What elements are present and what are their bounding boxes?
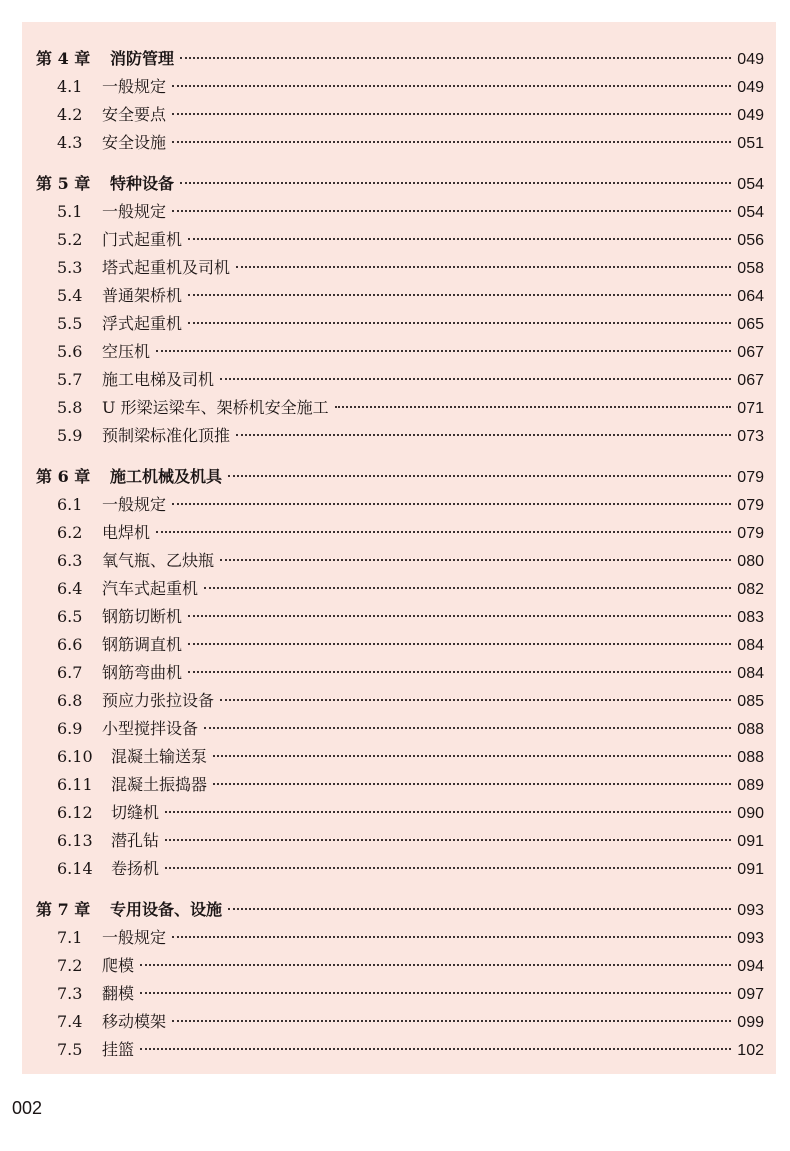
dot-leader	[220, 699, 731, 701]
section-title: 混凝土输送泵	[111, 747, 208, 766]
section-number: 6.8	[57, 691, 83, 710]
page-number: 094	[737, 958, 764, 975]
section-title: 切缝机	[111, 803, 160, 822]
section-number: 6.5	[57, 607, 83, 626]
dot-leader	[188, 322, 731, 324]
toc-entry-6-1[interactable]	[36, 491, 764, 519]
chapter-number: 第 6 章	[36, 467, 91, 486]
section-number: 6.3	[57, 551, 83, 570]
toc-entry-7-5[interactable]	[36, 1036, 764, 1064]
page-number: 049	[737, 107, 764, 124]
toc-entry-7-1[interactable]	[36, 924, 764, 952]
dot-leader	[140, 964, 731, 966]
section-title: 卷扬机	[111, 859, 160, 878]
page-number: 067	[737, 344, 764, 361]
section-number: 6.10	[57, 747, 93, 766]
dot-leader	[172, 141, 731, 143]
section-number: 5.4	[57, 286, 83, 305]
toc-entry-6-3[interactable]	[36, 547, 764, 575]
dot-leader	[188, 238, 731, 240]
page-number: 054	[737, 176, 764, 193]
section-title: 汽车式起重机	[102, 579, 199, 598]
section-number: 7.2	[57, 956, 83, 975]
section-number: 6.14	[57, 859, 93, 878]
chapter-5	[36, 170, 764, 450]
section-number: 6.1	[57, 495, 83, 514]
toc-entry-6-14[interactable]	[36, 855, 764, 883]
toc-entry-6-10[interactable]	[36, 743, 764, 771]
page-number: 049	[737, 79, 764, 96]
section-title: 挂篮	[102, 1040, 135, 1059]
toc-entry-6-8[interactable]	[36, 687, 764, 715]
dot-leader	[204, 587, 731, 589]
section-number: 5.3	[57, 258, 83, 277]
section-number: 6.4	[57, 579, 83, 598]
toc-entry-5-7[interactable]	[36, 366, 764, 394]
page-number: 067	[737, 372, 764, 389]
section-number: 5.5	[57, 314, 83, 333]
page-number: 097	[737, 986, 764, 1003]
toc-entry-7-2[interactable]	[36, 952, 764, 980]
section-number: 4.3	[57, 133, 83, 152]
section-number: 7.1	[57, 928, 83, 947]
section-number: 7.4	[57, 1012, 83, 1031]
dot-leader	[188, 671, 731, 673]
dot-leader	[172, 113, 731, 115]
toc-entry-5-5[interactable]	[36, 310, 764, 338]
toc-entry-chapter-6[interactable]	[36, 463, 764, 491]
page-number: 093	[737, 930, 764, 947]
section-number: 5.2	[57, 230, 83, 249]
toc-entry-4-3[interactable]	[36, 129, 764, 157]
chapter-title: 消防管理	[110, 49, 175, 68]
dot-leader	[140, 992, 731, 994]
toc-entry-6-6[interactable]	[36, 631, 764, 659]
page-number: 089	[737, 777, 764, 794]
dot-leader	[236, 434, 731, 436]
section-number: 7.5	[57, 1040, 83, 1059]
toc-entry-6-7[interactable]	[36, 659, 764, 687]
dot-leader	[172, 503, 731, 505]
dot-leader	[213, 783, 731, 785]
toc-entry-5-2[interactable]	[36, 226, 764, 254]
section-title: 钢筋调直机	[102, 635, 183, 654]
page-number: 083	[737, 609, 764, 626]
toc-entry-5-6[interactable]	[36, 338, 764, 366]
dot-leader	[172, 210, 731, 212]
toc-entry-6-9[interactable]	[36, 715, 764, 743]
dot-leader	[165, 811, 731, 813]
page-number: 079	[737, 497, 764, 514]
section-title: 门式起重机	[102, 230, 183, 249]
section-title: 安全要点	[102, 105, 167, 124]
toc-entry-6-11[interactable]	[36, 771, 764, 799]
dot-leader	[180, 57, 731, 59]
page-number: 080	[737, 553, 764, 570]
page-number: 049	[737, 51, 764, 68]
toc-entry-6-2[interactable]	[36, 519, 764, 547]
section-number: 6.12	[57, 803, 93, 822]
toc-entry-5-9[interactable]	[36, 422, 764, 450]
page-number: 058	[737, 260, 764, 277]
section-title: 预应力张拉设备	[102, 691, 215, 710]
dot-leader	[220, 378, 731, 380]
toc-entry-7-3[interactable]	[36, 980, 764, 1008]
toc-entry-4-2[interactable]	[36, 101, 764, 129]
page-number: 051	[737, 135, 764, 152]
section-title: 一般规定	[102, 495, 167, 514]
page-number: 065	[737, 316, 764, 333]
toc-entry-4-1[interactable]	[36, 73, 764, 101]
dot-leader	[165, 867, 731, 869]
toc-entry-6-5[interactable]	[36, 603, 764, 631]
section-title: 氧气瓶、乙炔瓶	[102, 551, 215, 570]
section-title: 一般规定	[102, 928, 167, 947]
section-title: 普通架桥机	[102, 286, 183, 305]
chapter-4	[36, 45, 764, 157]
toc-entry-6-13[interactable]	[36, 827, 764, 855]
dot-leader	[172, 1020, 731, 1022]
section-number: 4.2	[57, 105, 83, 124]
page-number: 085	[737, 693, 764, 710]
dot-leader	[165, 839, 731, 841]
toc-entry-7-4[interactable]	[36, 1008, 764, 1036]
table-of-contents	[36, 45, 764, 1077]
dot-leader	[228, 908, 731, 910]
section-number: 5.8	[57, 398, 83, 417]
chapter-7	[36, 896, 764, 1064]
dot-leader	[335, 406, 732, 408]
folio-page-number: 002	[12, 1098, 43, 1118]
page-number: 079	[737, 469, 764, 486]
section-number: 5.7	[57, 370, 83, 389]
toc-entry-5-3[interactable]	[36, 254, 764, 282]
page-number: 082	[737, 581, 764, 598]
toc-entry-6-4[interactable]	[36, 575, 764, 603]
dot-leader	[180, 182, 731, 184]
chapter-title: 专用设备、设施	[110, 900, 223, 919]
dot-leader	[172, 936, 731, 938]
dot-leader	[156, 350, 731, 352]
section-title: 小型搅拌设备	[102, 719, 199, 738]
dot-leader	[204, 727, 731, 729]
section-number: 6.11	[57, 775, 93, 794]
section-number: 6.6	[57, 635, 83, 654]
section-title: 一般规定	[102, 77, 167, 96]
chapter-number: 第 5 章	[36, 174, 91, 193]
toc-entry-5-4[interactable]	[36, 282, 764, 310]
toc-entry-chapter-4[interactable]	[36, 45, 764, 73]
dot-leader	[220, 559, 731, 561]
dot-leader	[188, 294, 731, 296]
dot-leader	[188, 643, 731, 645]
section-title: 爬模	[102, 956, 135, 975]
section-number: 6.9	[57, 719, 83, 738]
section-title: 移动模架	[102, 1012, 167, 1031]
page-number: 102	[737, 1042, 764, 1059]
toc-entry-chapter-5[interactable]	[36, 170, 764, 198]
toc-entry-6-12[interactable]	[36, 799, 764, 827]
page-number: 064	[737, 288, 764, 305]
dot-leader	[188, 615, 731, 617]
chapter-6	[36, 463, 764, 883]
section-number: 6.7	[57, 663, 83, 682]
section-title: 安全设施	[102, 133, 167, 152]
section-number: 6.13	[57, 831, 93, 850]
page-number: 093	[737, 902, 764, 919]
page-number: 090	[737, 805, 764, 822]
page-number: 056	[737, 232, 764, 249]
chapter-number: 第 7 章	[36, 900, 91, 919]
page-number: 084	[737, 637, 764, 654]
page-number: 054	[737, 204, 764, 221]
dot-leader	[156, 531, 731, 533]
section-title: 钢筋弯曲机	[102, 663, 183, 682]
dot-leader	[140, 1048, 731, 1050]
chapter-title: 施工机械及机具	[110, 467, 223, 486]
section-number: 4.1	[57, 77, 83, 96]
section-number: 5.9	[57, 426, 83, 445]
section-title: 空压机	[102, 342, 151, 361]
toc-entry-5-8[interactable]	[36, 394, 764, 422]
section-title: 浮式起重机	[102, 314, 183, 333]
section-number: 5.6	[57, 342, 83, 361]
page-number: 091	[737, 861, 764, 878]
section-title: 电焊机	[102, 523, 151, 542]
page-number: 073	[737, 428, 764, 445]
section-title: 潜孔钻	[111, 831, 160, 850]
section-title: 混凝土振捣器	[111, 775, 208, 794]
toc-entry-5-1[interactable]	[36, 198, 764, 226]
dot-leader	[228, 475, 731, 477]
chapter-number: 第 4 章	[36, 49, 91, 68]
page-number: 088	[737, 721, 764, 738]
section-number: 5.1	[57, 202, 83, 221]
page-number: 099	[737, 1014, 764, 1031]
section-title: 一般规定	[102, 202, 167, 221]
section-number: 6.2	[57, 523, 83, 542]
section-title: 钢筋切断机	[102, 607, 183, 626]
page-number: 091	[737, 833, 764, 850]
section-number: 7.3	[57, 984, 83, 1003]
section-title: 预制梁标准化顶推	[102, 426, 231, 445]
page-number: 071	[737, 400, 764, 417]
page-number: 088	[737, 749, 764, 766]
page-number: 079	[737, 525, 764, 542]
dot-leader	[172, 85, 731, 87]
section-title: 施工电梯及司机	[102, 370, 215, 389]
section-title: 翻模	[102, 984, 135, 1003]
section-title: U 形梁运梁车、架桥机安全施工	[102, 398, 329, 417]
toc-entry-chapter-7[interactable]	[36, 896, 764, 924]
dot-leader	[236, 266, 731, 268]
chapter-title: 特种设备	[110, 174, 175, 193]
page-number: 084	[737, 665, 764, 682]
dot-leader	[213, 755, 731, 757]
section-title: 塔式起重机及司机	[102, 258, 231, 277]
